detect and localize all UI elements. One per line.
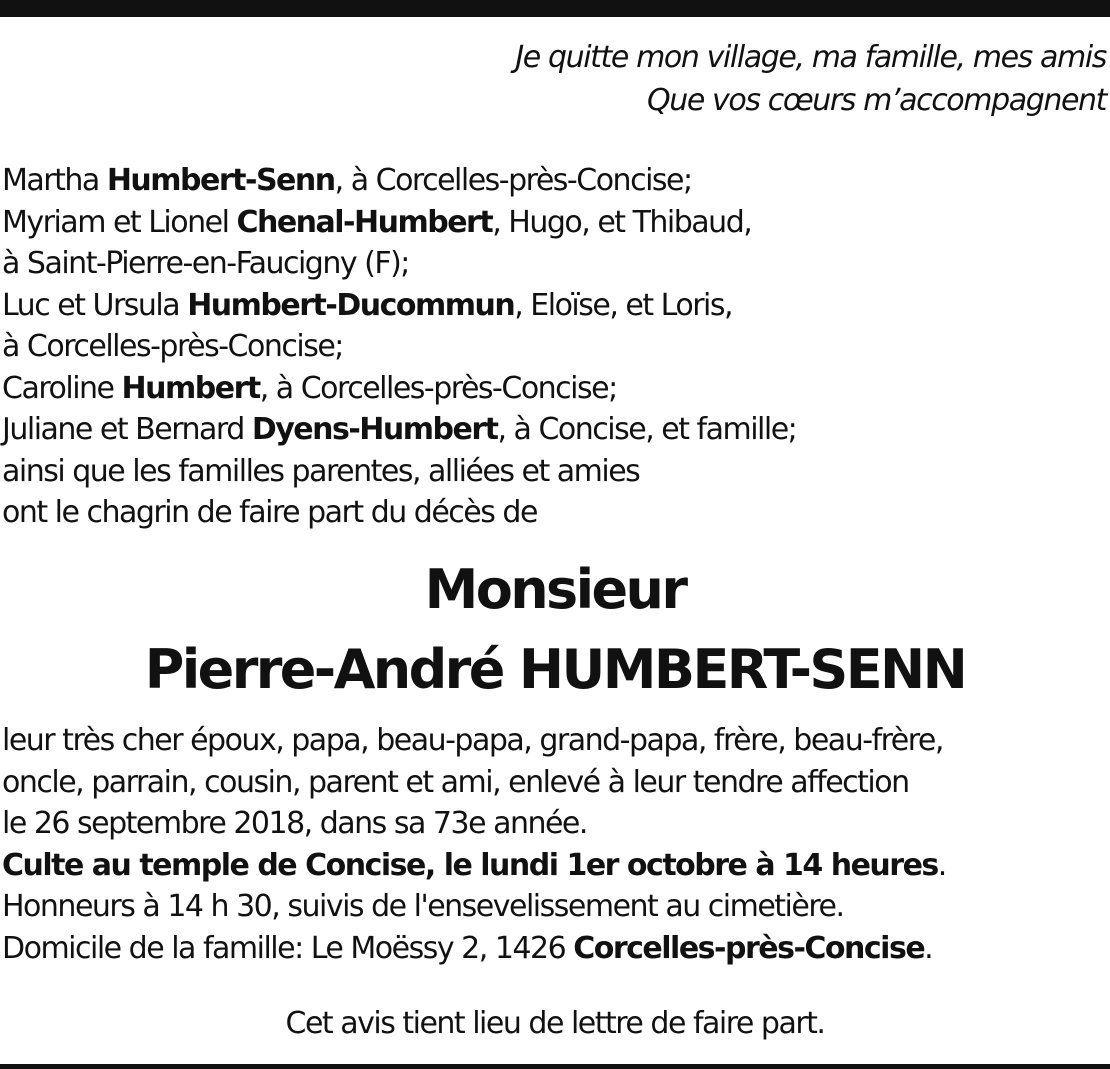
family-list [2,160,796,534]
family-surname: Humbert-Senn [106,163,335,198]
family-line-luc: Luc et Ursula Humbert-Ducommun, Eloïse, et Loris, [2,287,733,323]
family-line-martha: Martha Humbert-Senn, à Corcelles-près-Concise; [2,163,692,198]
top-border-rule [0,0,1110,17]
address-town: Corcelles-près-Concise [573,930,925,966]
epigraph-line: Je quitte mon village, ma famille, mes amis [515,40,1106,75]
family-line-juliane: Juliane et Bernard Dyens-Humbert, à Concise, et famille; [2,412,797,447]
death-date-line: le 26 septembre 2018, dans sa 73e année. [2,806,587,841]
deceased-title: Monsieur [424,558,686,621]
closing-note: Cet avis tient lieu de lettre de faire part. [285,1006,825,1041]
relation-line: oncle, parrain, cousin, parent et ami, enlevé à leur tendre affection [2,764,909,800]
family-line-location: à Corcelles-près-Concise; [2,329,343,364]
family-line-caroline: Caroline Humbert, à Corcelles-près-Concise; [2,370,617,406]
family-surname: Chenal-Humbert [236,204,493,240]
obituary-details [2,720,946,969]
deceased-name: Pierre-André HUMBERT-SENN [144,638,966,701]
family-line-extended: ainsi que les familles parentes, alliées et amies [2,453,640,489]
epigraph-quote [515,36,1106,122]
bottom-border-rule [0,1064,1110,1069]
relation-line: leur très cher époux, papa, beau-papa, grand-papa, frère, beau-frère, [2,723,943,758]
epigraph-line: Que vos cœurs m’accompagnent [647,83,1106,118]
service-line: Culte au temple de Concise, le lundi 1er octobre à 14 heures. [2,847,946,883]
family-address-line: Domicile de la famille: Le Moëssy 2, 1426 Corcelles-près-Concise. [2,930,933,966]
family-line-location: à Saint-Pierre-en-Faucigny (F); [2,246,409,281]
family-line-myriam: Myriam et Lionel Chenal-Humbert, Hugo, et Thibaud, [2,204,752,240]
service-info: Culte au temple de Concise, le lundi 1er octobre à 14 heures [2,847,938,883]
deceased-name-block [0,550,1110,710]
honours-line: Honneurs à 14 h 30, suivis de l'ensevelissement au cimetière. [2,889,844,924]
family-surname: Humbert-Ducommun [187,287,515,323]
family-surname: Humbert [121,370,260,406]
family-surname: Dyens-Humbert [251,412,498,447]
announcement-intro: ont le chagrin de faire part du décès de [2,495,537,530]
